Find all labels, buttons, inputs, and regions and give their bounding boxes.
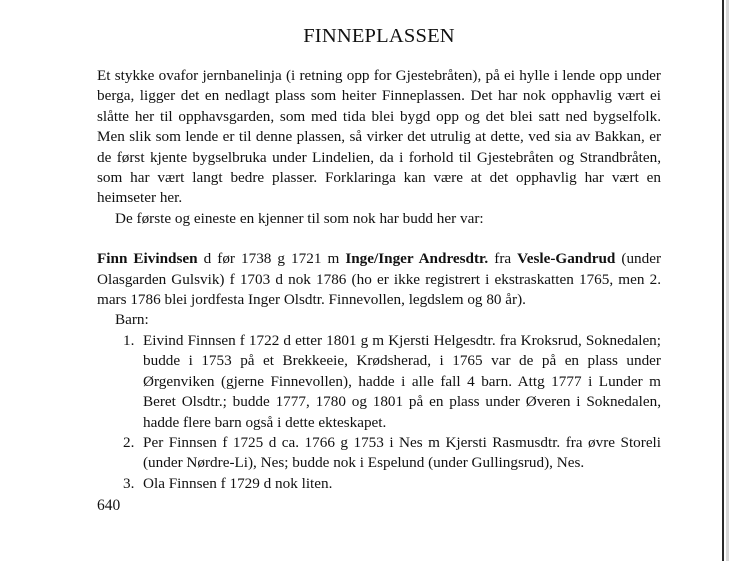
occupant-from-word: fra (488, 250, 518, 268)
page-edge-shadow (726, 0, 729, 561)
occupant-dates: d før 1738 g 1721 m (197, 250, 346, 268)
occupants-intro: De første og eineste en kjenner til som nok har budd her var: (115, 209, 484, 227)
child-number: 1. (123, 331, 135, 349)
child-text: Eivind Finnsen f 1722 d etter 1801 g m Kjersti Helgesdtr. fra Kroksrud, Soknedalen; budde i 1753 på et Brekkeeie, Krødsherad, i 1765 var de på en plass under Ørgenviken (gjerne Finnevollen), hadde i alle fall 4 barn. Attg 1777 i Lunder m Beret Olsdtr.; budde 1777, 1780 og 1801 på en plass under Øveren i Soknedalen, hadde flere barn også i dette ekteskapet. (143, 331, 661, 431)
page-number: 640 (97, 497, 121, 514)
child-item (97, 331, 661, 433)
occupant-origin: Vesle-Gandrud (517, 250, 616, 268)
occupant-name: Finn Eivindsen (97, 250, 198, 268)
page-title: FINNEPLASSEN (303, 25, 455, 47)
child-text: Per Finnsen f 1725 d ca. 1766 g 1753 i Nes m Kjersti Rasmusdtr. fra øvre Storeli (under Nørdre-Li), Nes; budde nok i Espelund (under Gullingsrud), Nes. (143, 433, 661, 472)
section-gap (97, 229, 661, 249)
intro-paragraph: Et stykke ovafor jernbanelinja (i retning opp for Gjestebråten), på ei hylle i lende opp under berga, ligger det en nedlagt plass som heiter Finneplassen. Det har nok opphavlig vært ei slåtte her til opphavsgarden, som med tida blei bygd opp og det blei satt ned bygselfolk. Men slik som lende er til denne plassen, så virker det utrulig at dette, ved sia av Bakkan, er de først kjente bygselbruka under Lindelien, da i forhold til Gjestebråten og Strandbråten, som har vært langt bedre plasser. Forklaringa kan være at det opphavlig har vært en heimseter her. (97, 67, 661, 207)
child-item (97, 433, 661, 474)
children-label: Barn: (115, 311, 149, 329)
occupant-entry (97, 249, 661, 310)
page-content (97, 22, 661, 494)
child-item (97, 474, 661, 494)
occupant-spouse: Inge/Inger Andresdtr. (345, 250, 489, 268)
occupant-details: (under Olasgarden Gulsvik) f 1703 d nok 1786 (ho er ikke registrert i ekstraskatten 1765, men 2. mars 1786 blei jordfesta Inger Olsdtr. Finnevollen, legdslem og 80 år). (97, 250, 662, 309)
child-number: 2. (123, 433, 135, 451)
child-number: 3. (123, 474, 135, 492)
child-text: Ola Finnsen f 1729 d nok liten. (143, 474, 333, 492)
children-list (97, 331, 661, 494)
page-edge-line (722, 0, 724, 561)
